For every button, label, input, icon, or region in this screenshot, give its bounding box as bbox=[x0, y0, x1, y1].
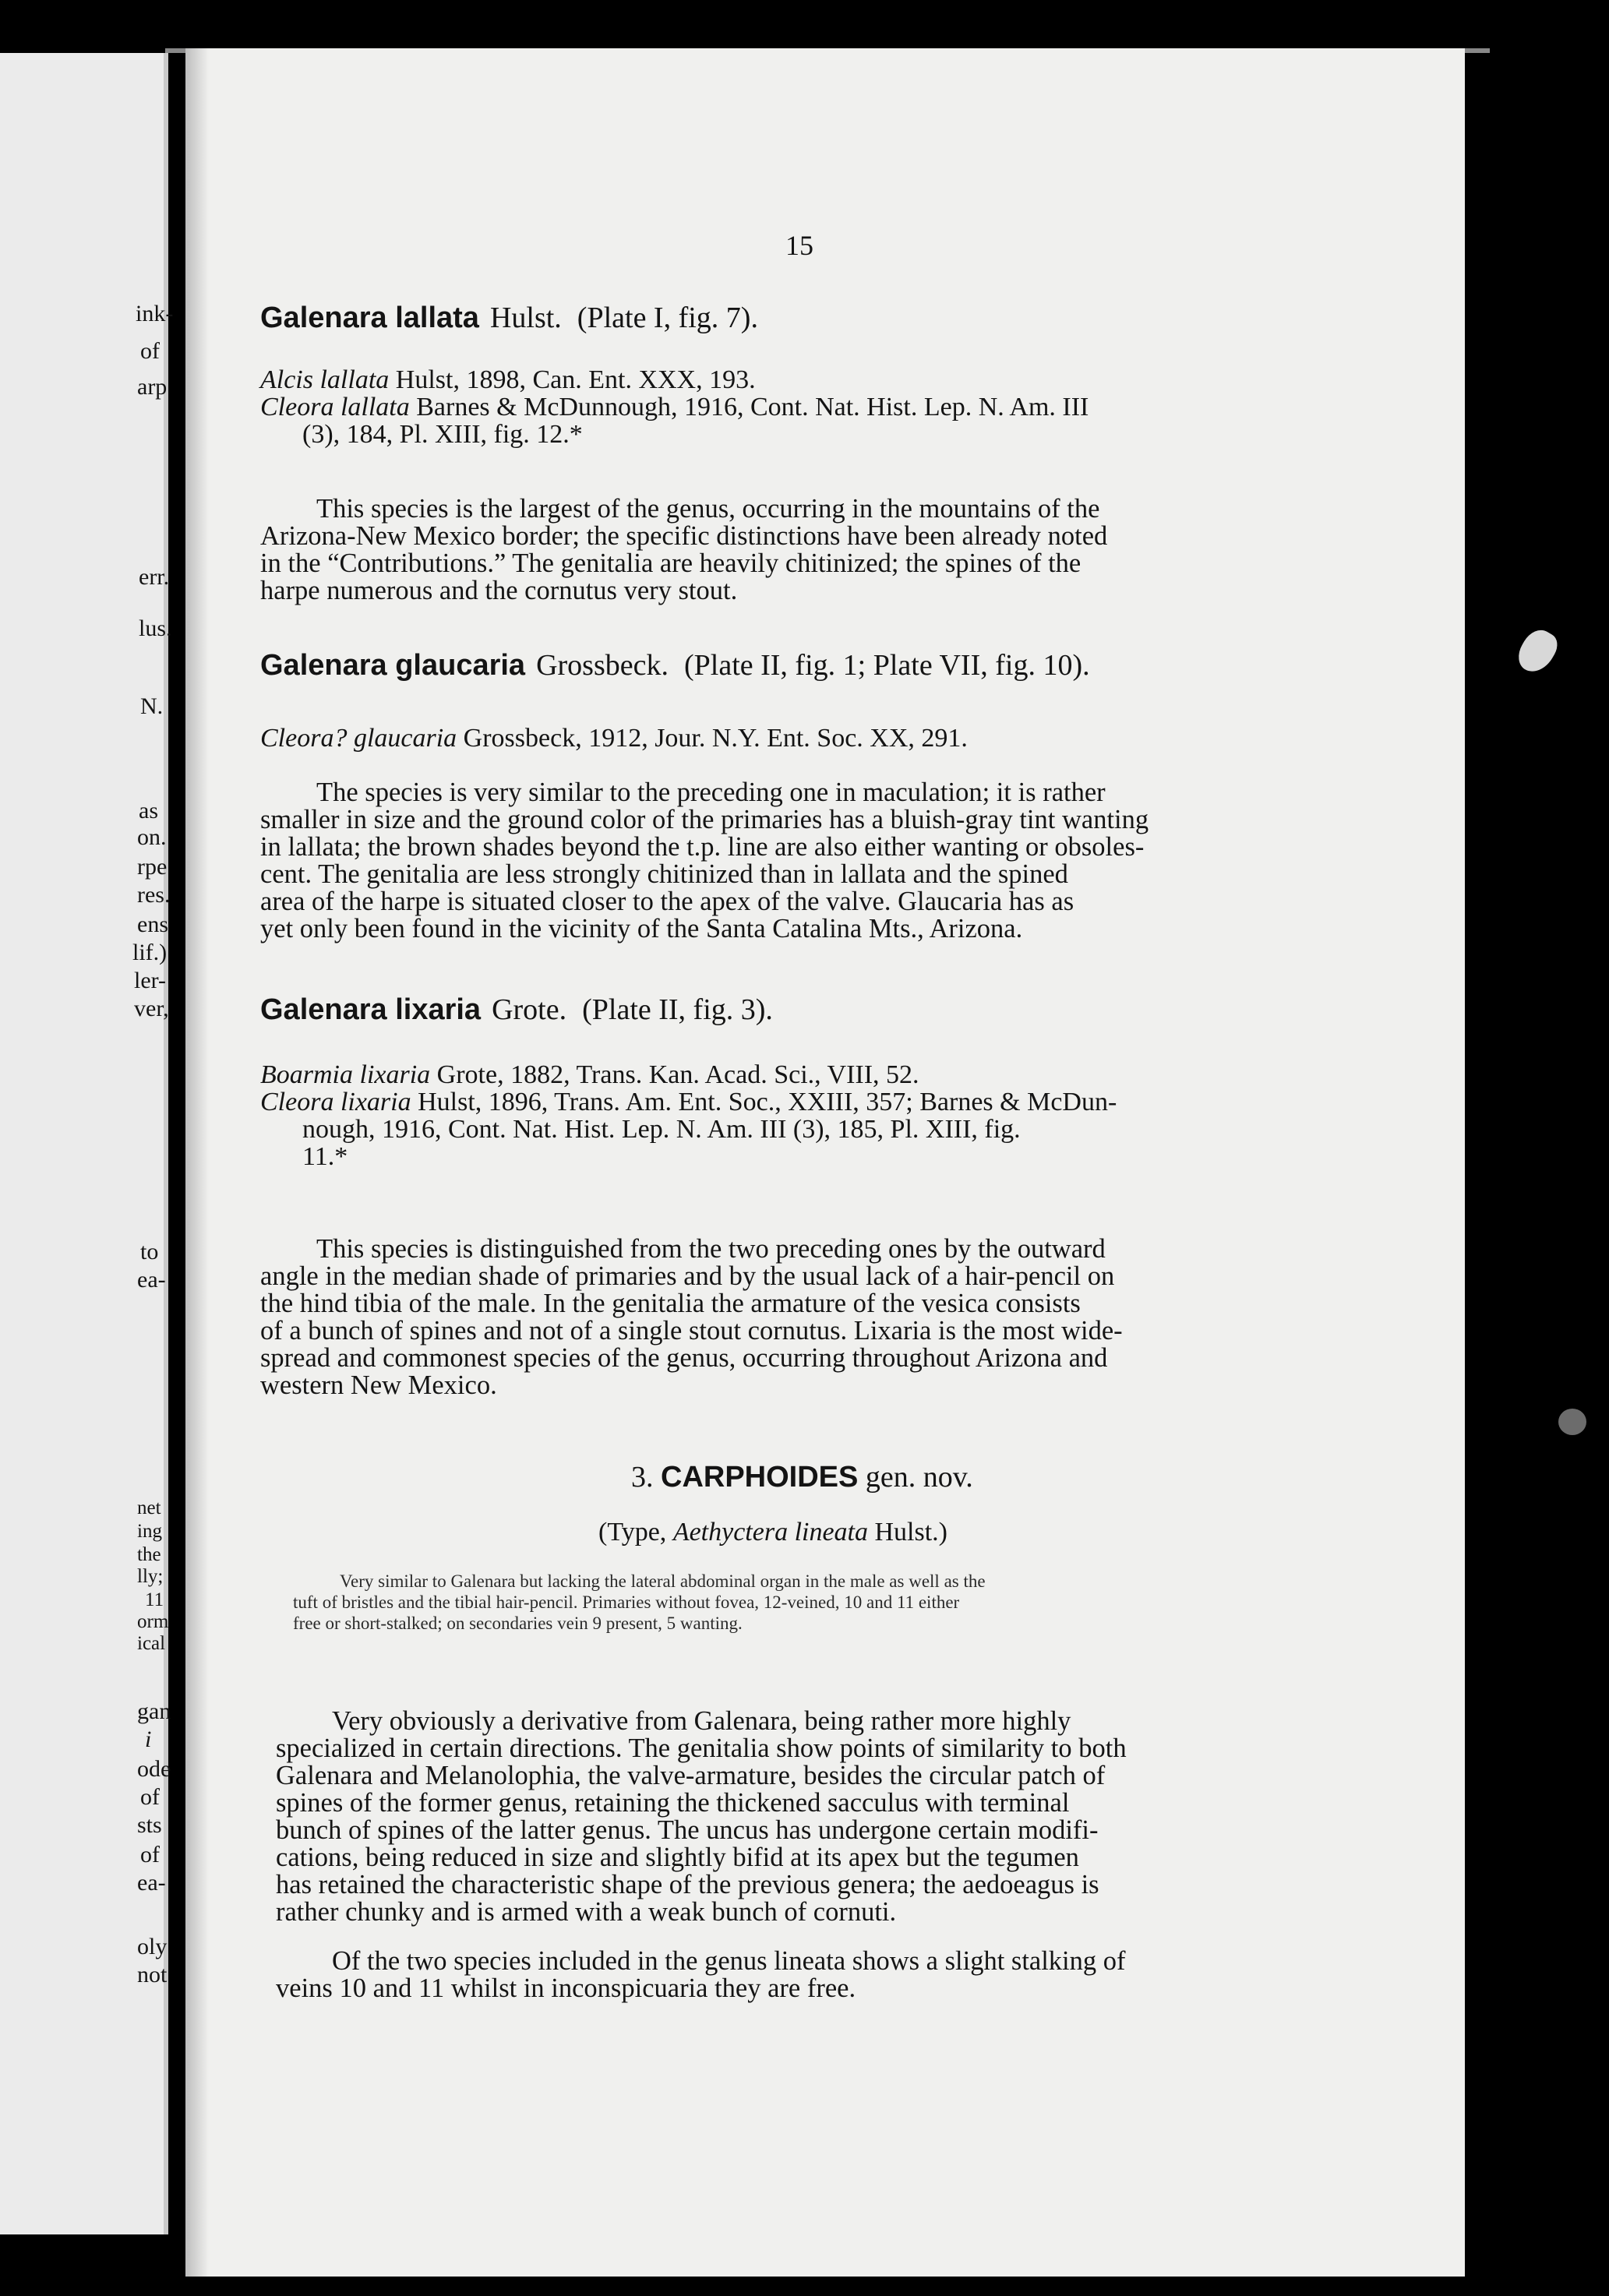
species-author: Hulst. bbox=[489, 302, 562, 334]
synonym-line: Cleora? glaucaria Grossbeck, 1912, Jour. N.Y. Ent. Soc. XX, 291. bbox=[260, 724, 968, 753]
margin-fragment: ver, bbox=[134, 996, 169, 1021]
synonym-line: Boarmia lixaria Grote, 1882, Trans. Kan. Acad. Sci., VIII, 52. bbox=[260, 1060, 919, 1089]
synonym-line: Alcis lallata Hulst, 1898, Can. Ent. XXX, 193. bbox=[260, 365, 756, 394]
species-description: This species is the largest of the genus, occurring in the mountains of the Arizona-New Mexico border; the specific distinctions have been already noted in the “Contributions.” The genitalia are heavily chitinized; the spines of the harpe numerous and the cornutus very stout. bbox=[260, 494, 1108, 605]
margin-fragment: err. bbox=[139, 564, 170, 590]
synonym-continuation: 11.* bbox=[302, 1142, 348, 1171]
scan-smudge bbox=[1512, 624, 1562, 678]
left-page-edge bbox=[0, 53, 174, 2234]
species-author: Grossbeck. bbox=[536, 649, 669, 682]
species-heading bbox=[260, 993, 773, 1027]
margin-fragment: N. bbox=[140, 693, 164, 719]
margin-fragment: ler- bbox=[134, 968, 167, 993]
margin-fragment: of bbox=[140, 1784, 160, 1810]
species-heading bbox=[260, 648, 1090, 682]
species-description: The species is very similar to the preceding one in maculation; it is rather smaller in size and the ground color of the primaries has a bluish-gray tint wanting in lallata; the brown shades beyond the t.p. line are also either wanting or obsoles- cent. The genitalia are less strongly chitinized than in lallata and the spined area of the harpe is situated closer to the apex of the valve. Glaucaria has as yet only been found in the vicinity of the Santa Catalina Mts., Arizona. bbox=[260, 778, 1149, 943]
margin-fragment: arp bbox=[137, 374, 168, 400]
margin-fragment: rpe bbox=[137, 854, 168, 880]
margin-fragment: lif.) bbox=[132, 940, 168, 965]
genus-name: CARPHOIDES bbox=[661, 1461, 859, 1494]
type-species-line: (Type, Aethyctera lineata Hulst.) bbox=[598, 1518, 947, 1547]
synonym-line: Cleora lixaria Hulst, 1896, Trans. Am. Ent. Soc., XXIII, 357; Barnes & McDun- bbox=[260, 1088, 1117, 1116]
plate-reference: (Plate II, fig. 1; Plate VII, fig. 10). bbox=[683, 649, 1090, 682]
margin-fragment: ode bbox=[137, 1756, 171, 1782]
margin-fragment: as bbox=[139, 798, 158, 824]
margin-fragment: of bbox=[140, 338, 160, 364]
genus-diagnosis: Very similar to Galenara but lacking the lateral abdominal organ in the male as well as the tuft of bristles and the tibial hair-pencil. Primaries without fovea, 12-veined, 10 and 11 either free or short-stalked; on secondaries vein 9 present, 5 wanting. bbox=[293, 1571, 986, 1633]
genus-section-title: 3. CARPHOIDES gen. nov. bbox=[631, 1461, 973, 1494]
plate-reference: (Plate II, fig. 3). bbox=[582, 993, 773, 1026]
page-number: 15 bbox=[785, 230, 813, 261]
margin-fragment: the bbox=[137, 1544, 161, 1565]
margin-fragment: sts bbox=[137, 1812, 162, 1838]
margin-fragment: ens bbox=[137, 912, 168, 937]
margin-fragment: not bbox=[137, 1962, 168, 1987]
synonym-line: Cleora lallata Barnes & McDunnough, 1916, Cont. Nat. Hist. Lep. N. Am. III bbox=[260, 393, 1089, 421]
margin-fragment: lus. bbox=[139, 615, 172, 641]
margin-fragment: ea- bbox=[137, 1267, 166, 1293]
synonym-continuation: (3), 184, Pl. XIII, fig. 12.* bbox=[302, 420, 583, 449]
scan-smudge bbox=[1558, 1409, 1586, 1435]
species-heading bbox=[260, 301, 758, 335]
species-description: This species is distinguished from the two preceding ones by the outward angle in the median shade of primaries and by the usual lack of a hair-pencil on the hind tibia of the male. In the genitalia the armature of the vesica consists of a bunch of spines and not of a single stout cornutus. Lixaria is the most wide- spread and commonest species of the genus, occurring throughout Arizona and western New Mexico. bbox=[260, 1234, 1123, 1400]
synonymy-block bbox=[260, 725, 1406, 752]
margin-fragment: oly bbox=[137, 1934, 168, 1959]
margin-fragment: 11 bbox=[145, 1589, 164, 1610]
species-author: Grote. bbox=[492, 993, 567, 1026]
genus-species-note: Of the two species included in the genus lineata shows a slight stalking of veins 10 and 11 whilst in inconspicuaria they are free. bbox=[276, 1946, 1126, 2003]
margin-fragment: ical bbox=[137, 1633, 166, 1654]
margin-fragment: of bbox=[140, 1842, 160, 1867]
margin-fragment: orm bbox=[137, 1611, 169, 1632]
margin-fragment: gan bbox=[137, 1698, 171, 1724]
margin-fragment: on. bbox=[137, 824, 167, 850]
synonymy-block bbox=[260, 1061, 1406, 1170]
margin-fragment: ing bbox=[137, 1521, 162, 1542]
species-name: Galenara lallata bbox=[260, 302, 479, 334]
margin-fragment: i bbox=[145, 1726, 152, 1752]
margin-fragment: lly; bbox=[137, 1566, 164, 1587]
margin-fragment: to bbox=[140, 1239, 159, 1264]
margin-fragment: res. bbox=[137, 882, 171, 908]
plate-reference: (Plate I, fig. 7). bbox=[577, 302, 758, 334]
synonym-continuation: nough, 1916, Cont. Nat. Hist. Lep. N. Am. III (3), 185, Pl. XIII, fig. bbox=[302, 1115, 1021, 1144]
genus-description: Very obviously a derivative from Galenara, being rather more highly specialized in certain directions. The genitalia show points of similarity to both Galenara and Melanolophia, the valve-armature, besides the circular patch of spines of the former genus, retaining the thickened sacculus with terminal bunch of spines of the latter genus. The uncus has undergone certain modifi- cations, being reduced in size and slightly bifid at its apex but the tegumen has retained the characteristic shape of the previous genera; the aedoeagus is rather chunky and is armed with a weak bunch of cornuti. bbox=[276, 1706, 1127, 1927]
margin-fragment: net bbox=[137, 1497, 161, 1518]
species-name: Galenara glaucaria bbox=[260, 649, 526, 682]
right-page bbox=[185, 48, 1465, 2277]
margin-fragment: ink- bbox=[136, 301, 174, 326]
species-name: Galenara lixaria bbox=[260, 993, 482, 1026]
synonymy-block bbox=[260, 366, 1406, 448]
margin-fragment: ea- bbox=[137, 1870, 166, 1896]
